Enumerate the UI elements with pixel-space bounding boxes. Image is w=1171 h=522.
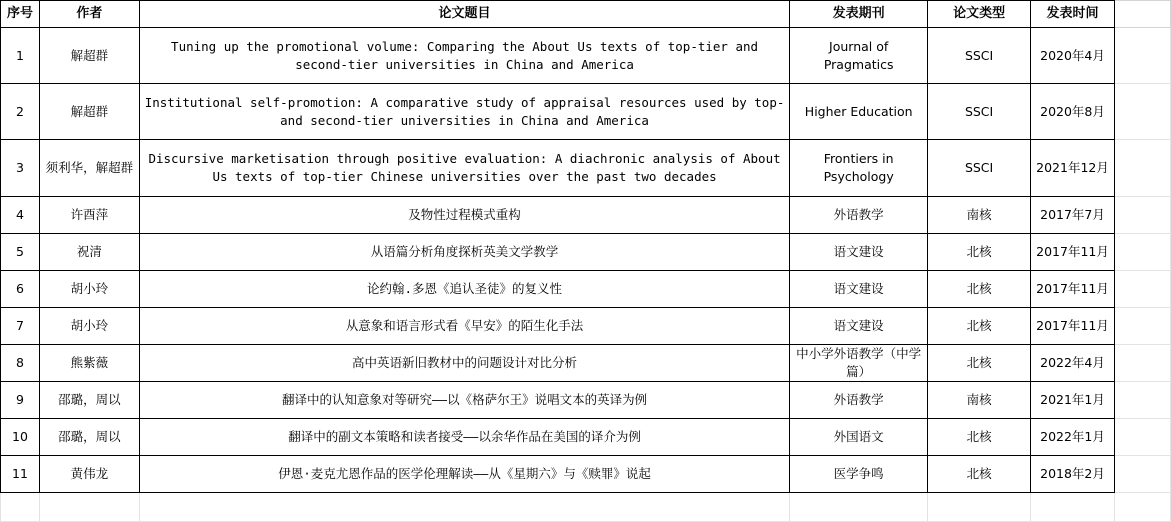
cell-type[interactable]: 北核 xyxy=(928,271,1031,308)
cell-no[interactable]: 2 xyxy=(1,84,40,140)
header-journal[interactable]: 发表期刊 xyxy=(790,1,928,28)
cell-author[interactable]: 解超群 xyxy=(39,84,139,140)
empty-cell[interactable] xyxy=(1114,234,1170,271)
cell-title[interactable]: 从意象和语言形式看《早安》的陌生化手法 xyxy=(139,308,789,345)
cell-type[interactable]: SSCI xyxy=(928,140,1031,197)
cell-journal[interactable]: 医学争鸣 xyxy=(790,456,928,493)
cell-date[interactable]: 2017年11月 xyxy=(1031,234,1115,271)
cell-date[interactable]: 2017年11月 xyxy=(1031,308,1115,345)
cell-author[interactable]: 黄伟龙 xyxy=(39,456,139,493)
empty-cell[interactable] xyxy=(1114,1,1170,28)
table-row xyxy=(1,234,1171,271)
table-row xyxy=(1,140,1171,197)
cell-date[interactable]: 2017年11月 xyxy=(1031,271,1115,308)
empty-cell[interactable] xyxy=(1114,456,1170,493)
cell-type[interactable]: SSCI xyxy=(928,28,1031,84)
empty-cell[interactable] xyxy=(1114,382,1170,419)
cell-type[interactable]: SSCI xyxy=(928,84,1031,140)
table-row xyxy=(1,419,1171,456)
empty-row xyxy=(1,493,1171,522)
header-author[interactable]: 作者 xyxy=(39,1,139,28)
cell-journal[interactable]: Journal of Pragmatics xyxy=(790,28,928,84)
empty-cell[interactable] xyxy=(1114,345,1170,382)
cell-title[interactable]: 高中英语新旧教材中的问题设计对比分析 xyxy=(139,345,789,382)
cell-type[interactable]: 北核 xyxy=(928,345,1031,382)
empty-cell[interactable] xyxy=(928,493,1031,522)
empty-cell[interactable] xyxy=(790,493,928,522)
empty-cell[interactable] xyxy=(1,493,40,522)
cell-author[interactable]: 祝清 xyxy=(39,234,139,271)
cell-no[interactable]: 3 xyxy=(1,140,40,197)
table-row xyxy=(1,197,1171,234)
cell-no[interactable]: 10 xyxy=(1,419,40,456)
empty-cell[interactable] xyxy=(1114,197,1170,234)
header-type[interactable]: 论文类型 xyxy=(928,1,1031,28)
empty-cell[interactable] xyxy=(1114,271,1170,308)
cell-author[interactable]: 邵璐，周以 xyxy=(39,419,139,456)
cell-no[interactable]: 4 xyxy=(1,197,40,234)
cell-type[interactable]: 北核 xyxy=(928,308,1031,345)
empty-cell[interactable] xyxy=(1114,84,1170,140)
cell-type[interactable]: 北核 xyxy=(928,419,1031,456)
table-row xyxy=(1,84,1171,140)
cell-journal[interactable]: 外语教学 xyxy=(790,197,928,234)
header-date[interactable]: 发表时间 xyxy=(1031,1,1115,28)
empty-cell[interactable] xyxy=(1114,419,1170,456)
empty-cell[interactable] xyxy=(1031,493,1115,522)
header-title[interactable]: 论文题目 xyxy=(139,1,789,28)
cell-journal[interactable]: 语文建设 xyxy=(790,234,928,271)
cell-journal[interactable]: 语文建设 xyxy=(790,271,928,308)
cell-journal[interactable]: 语文建设 xyxy=(790,308,928,345)
empty-cell[interactable] xyxy=(139,493,789,522)
cell-no[interactable]: 6 xyxy=(1,271,40,308)
cell-date[interactable]: 2021年1月 xyxy=(1031,382,1115,419)
cell-title[interactable]: 及物性过程模式重构 xyxy=(139,197,789,234)
cell-date[interactable]: 2018年2月 xyxy=(1031,456,1115,493)
cell-author[interactable]: 邵璐，周以 xyxy=(39,382,139,419)
cell-type[interactable]: 南核 xyxy=(928,382,1031,419)
cell-date[interactable]: 2020年8月 xyxy=(1031,84,1115,140)
cell-author[interactable]: 许酉萍 xyxy=(39,197,139,234)
cell-no[interactable]: 1 xyxy=(1,28,40,84)
cell-type[interactable]: 南核 xyxy=(928,197,1031,234)
empty-cell[interactable] xyxy=(1114,493,1170,522)
cell-type[interactable]: 北核 xyxy=(928,456,1031,493)
cell-no[interactable]: 9 xyxy=(1,382,40,419)
cell-journal[interactable]: Frontiers in Psychology xyxy=(790,140,928,197)
cell-type[interactable]: 北核 xyxy=(928,234,1031,271)
header-no[interactable]: 序号 xyxy=(1,1,40,28)
table-row xyxy=(1,345,1171,382)
cell-title[interactable]: 从语篇分析角度探析英美文学教学 xyxy=(139,234,789,271)
cell-no[interactable]: 5 xyxy=(1,234,40,271)
empty-cell[interactable] xyxy=(1114,28,1170,84)
cell-journal[interactable]: 外语教学 xyxy=(790,382,928,419)
cell-title[interactable]: Institutional self-promotion: A comparative study of appraisal resources used by top- and second-tier universities in China and America xyxy=(139,84,789,140)
cell-title[interactable]: 伊恩·麦克尤恩作品的医学伦理解读——从《星期六》与《赎罪》说起 xyxy=(139,456,789,493)
cell-date[interactable]: 2021年12月 xyxy=(1031,140,1115,197)
cell-title[interactable]: 论约翰.多恩《追认圣徒》的复义性 xyxy=(139,271,789,308)
table-row xyxy=(1,308,1171,345)
cell-no[interactable]: 7 xyxy=(1,308,40,345)
cell-author[interactable]: 胡小玲 xyxy=(39,308,139,345)
cell-title[interactable]: 翻译中的认知意象对等研究——以《格萨尔王》说唱文本的英译为例 xyxy=(139,382,789,419)
empty-cell[interactable] xyxy=(39,493,139,522)
table-row xyxy=(1,28,1171,84)
cell-journal[interactable]: 外国语文 xyxy=(790,419,928,456)
cell-title[interactable]: Discursive marketisation through positive evaluation: A diachronic analysis of About Us texts of top-tier Chinese universities over the past two decades xyxy=(139,140,789,197)
cell-author[interactable]: 熊紫薇 xyxy=(39,345,139,382)
table-row xyxy=(1,271,1171,308)
cell-author[interactable]: 解超群 xyxy=(39,28,139,84)
cell-journal[interactable]: 中小学外语教学（中学篇） xyxy=(790,345,928,382)
cell-date[interactable]: 2022年4月 xyxy=(1031,345,1115,382)
cell-author[interactable]: 须利华，解超群 xyxy=(39,140,139,197)
header-row xyxy=(1,1,1171,28)
cell-date[interactable]: 2020年4月 xyxy=(1031,28,1115,84)
cell-date[interactable]: 2022年1月 xyxy=(1031,419,1115,456)
cell-date[interactable]: 2017年7月 xyxy=(1031,197,1115,234)
cell-journal[interactable]: Higher Education xyxy=(790,84,928,140)
cell-no[interactable]: 11 xyxy=(1,456,40,493)
cell-title[interactable]: 翻译中的副文本策略和读者接受——以余华作品在美国的译介为例 xyxy=(139,419,789,456)
table-row xyxy=(1,382,1171,419)
empty-cell[interactable] xyxy=(1114,140,1170,197)
cell-title[interactable]: Tuning up the promotional volume: Comparing the About Us texts of top-tier and second-tier universities in China and America xyxy=(139,28,789,84)
table-row xyxy=(1,456,1171,493)
empty-cell[interactable] xyxy=(1114,308,1170,345)
cell-author[interactable]: 胡小玲 xyxy=(39,271,139,308)
cell-no[interactable]: 8 xyxy=(1,345,40,382)
